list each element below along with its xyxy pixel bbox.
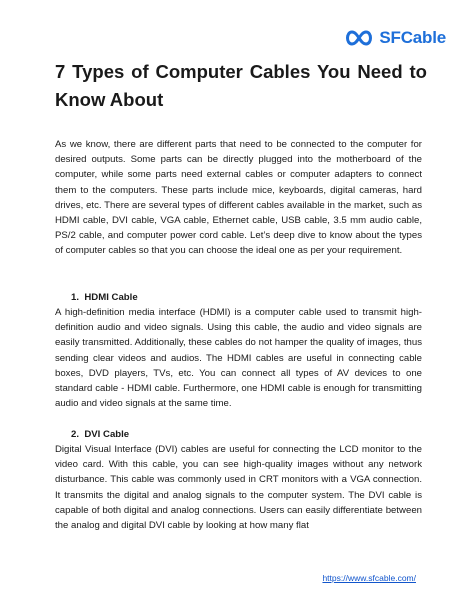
section-paragraph-dvi: Digital Visual Interface (DVI) cables are useful for connecting the LCD monitor to the video card. With this cable, you can see high-quality images without any network disturbance. This cable was commonly used in CRT monitors with a VGA connection. It transmits the digital and analog signals to the computer system. The DVI cable is capable of both digital and analog connections. Users can easily differentiate between the analog and digital DVI cable by looking at how many flat xyxy=(55,444,422,532)
section-heading-hdmi xyxy=(71,291,138,305)
section-number: 2. xyxy=(71,429,80,440)
section-heading-dvi xyxy=(71,428,129,442)
article-title: 7 Types of Computer Cables You Need to Know About xyxy=(55,61,427,110)
section-title: DVI Cable xyxy=(84,429,130,440)
intro-paragraph: As we know, there are different parts that need to be connected to the computer for desired outputs. Some parts can be directly plugged into the motherboard of the computer, while some parts need external cables or computer adapters to connect them to the computers. These parts include mice, keyboards, digital cameras, hard drives, etc. There are several types of different cables available in the market, such as HDMI cable, DVI cable, VGA cable, Ethernet cable, USB cable, 3.5 mm audio cable, PS/2 cable, and computer power cord cable. Let’s deep dive to know about the types of computer cables so that you can choose the ideal one as per your requirement. xyxy=(55,139,422,257)
footer-website-link[interactable]: https://www.sfcable.com/ xyxy=(322,573,416,583)
section-number: 1. xyxy=(71,292,80,303)
brand-logo xyxy=(343,28,446,48)
sfcable-logo-icon xyxy=(343,28,375,48)
section-title: HDMI Cable xyxy=(84,292,138,303)
section-paragraph-hdmi: A high-definition media interface (HDMI) is a computer cable used to transmit high-definition audio and video signals. Using this cable, the audio and video signals are easily transmitted. Additionally, these cables do not hamper the quality of images, thus sending clear videos and audios. The HDMI cables are useful in connecting cable boxes, DVD players, TVs, etc. You can connect all types of AV devices to one standard cable - HDMI cable. Furthermore, one HDMI cable is enough for transmitting audio and video signals at the same time. xyxy=(55,307,422,410)
brand-name: SFCable xyxy=(379,28,446,47)
